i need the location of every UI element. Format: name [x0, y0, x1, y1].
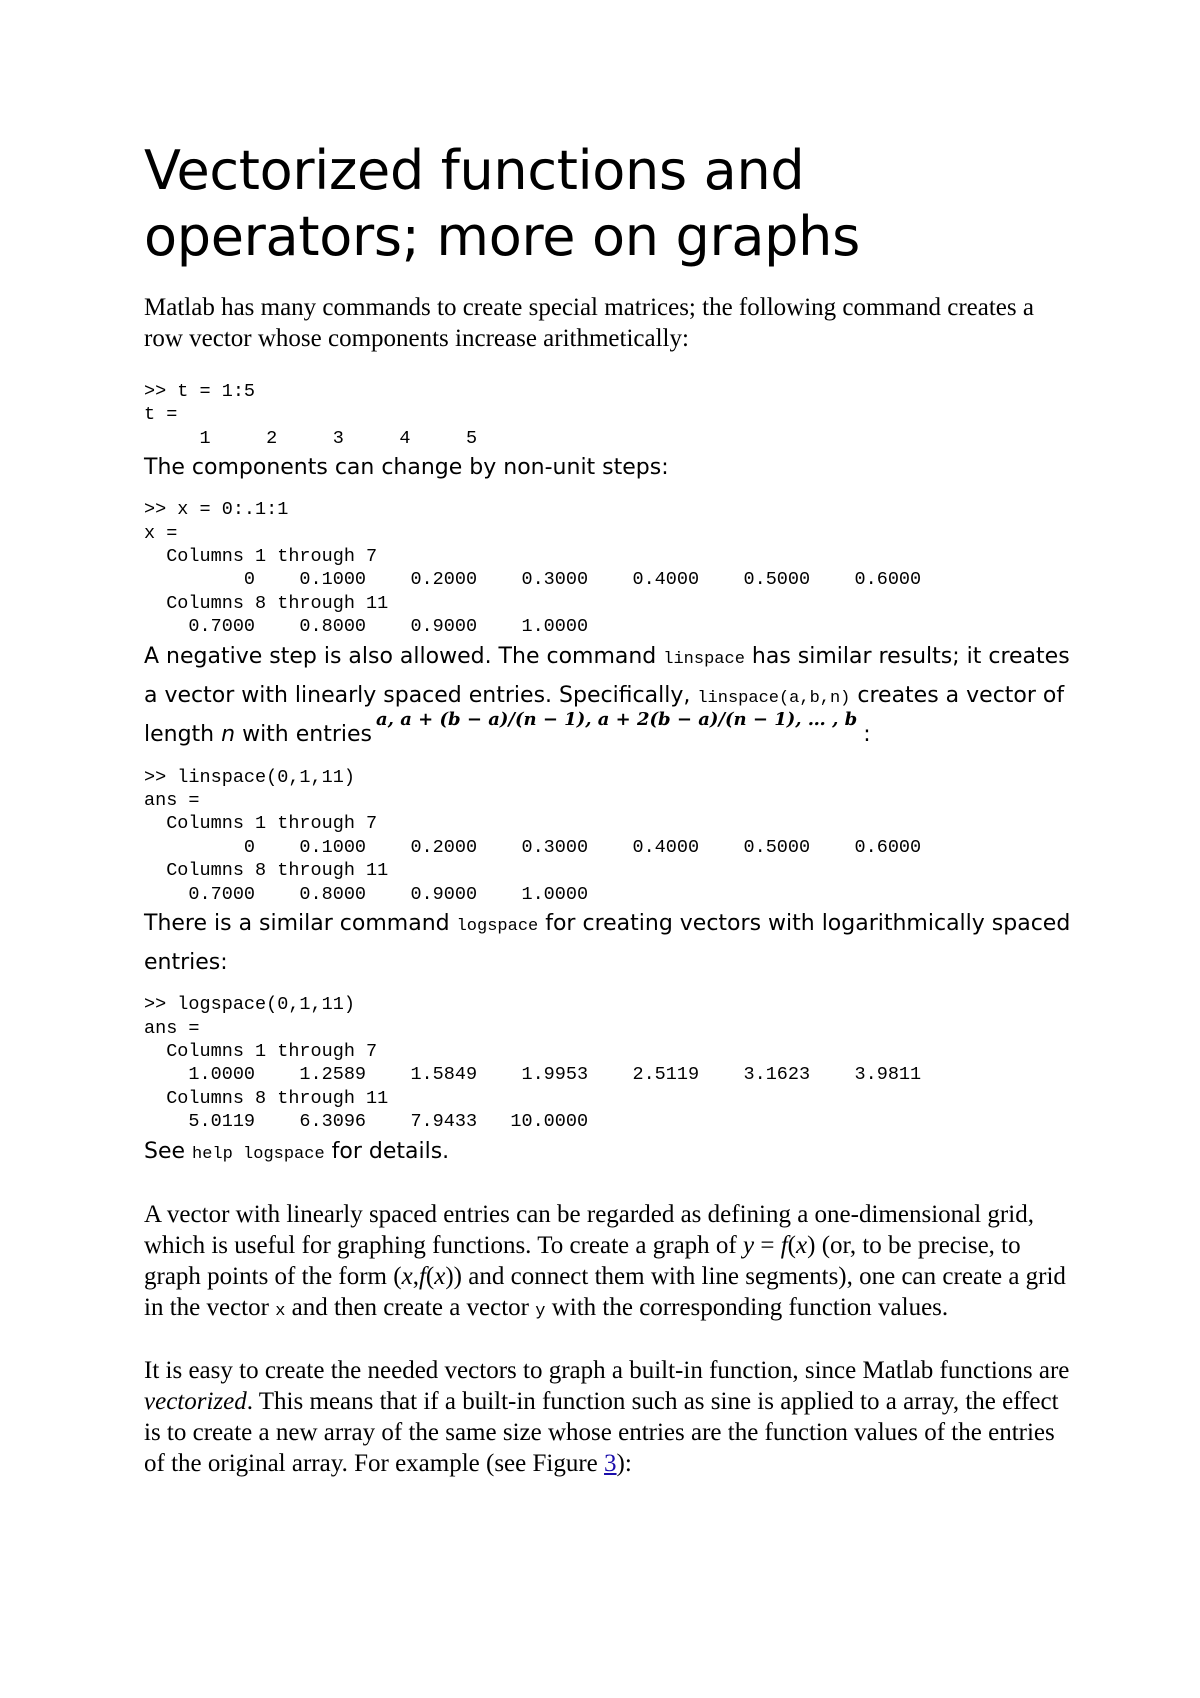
paragraph-intro: Matlab has many commands to create special matrices; the following command creates a row vector whose components increase arithmetically:: [144, 294, 1034, 352]
text: :: [863, 721, 871, 747]
code-block-linspace: >> linspace(0,1,11) ans = Columns 1 through 7 0 0.1000 0.2000 0.3000 0.4000 0.5000 0.6000 Columns 8 through 11 0.7000 0.8000 0.9000 1.0000: [144, 766, 922, 905]
text: has similar results; it creates a vector with linearly spaced entries. Specifically,: [144, 643, 1070, 708]
inline-code-y: y: [535, 1301, 546, 1321]
text: It is easy to create the needed vectors to graph a built-in function, since Matlab functions are: [144, 1356, 1070, 1384]
text: =: [754, 1231, 781, 1259]
document-page: [144, 138, 1074, 1479]
text: for creating vectors with logarithmically spaced entries:: [144, 911, 1071, 976]
text: with the corresponding function values.: [545, 1293, 949, 1321]
text: and connect them with line segments), one can create a grid in the vector: [144, 1262, 1066, 1321]
text: for details.: [324, 1138, 450, 1164]
text: See: [144, 1138, 193, 1164]
math-var-x: x: [401, 1262, 413, 1290]
code-block-step: >> x = 0:.1:1 x = Columns 1 through 7 0 0.1000 0.2000 0.3000 0.4000 0.5000 0.6000 Columns 8 through 11 0.7000 0.8000 0.9000 1.0000: [144, 499, 922, 638]
paragraph-vectorized: [144, 1355, 1074, 1479]
inline-code-x: x: [275, 1301, 286, 1321]
text: (: [787, 1231, 796, 1259]
text: (or, to be precise, to graph points of the form (: [144, 1231, 1021, 1290]
text: (: [425, 1262, 435, 1290]
text: ,: [412, 1262, 419, 1290]
math-var-x: x: [434, 1262, 446, 1290]
text: . This means that if a built-in function such as sine is applied to a array, the effect is to create a new array of the same size whose entries are the function values of the entries of the original array. For example (see Figure: [144, 1387, 1059, 1477]
text: with entries: [235, 721, 372, 747]
text: )): [445, 1262, 462, 1290]
text: and then create a vector: [285, 1293, 536, 1321]
inline-code-help: help logspace: [192, 1144, 325, 1164]
inline-code-linspace: linspace: [663, 649, 745, 669]
math-var-f: f: [418, 1262, 426, 1290]
paragraph-grid: [144, 1199, 1074, 1327]
code-block-logspace: >> logspace(0,1,11) ans = Columns 1 through 7 1.0000 1.2589 1.5849 1.9953 2.5119 3.1623 3.9811 Columns 8 through 11 5.0119 6.3096 7.9433 10.0000: [144, 994, 922, 1133]
math-var-x: x: [796, 1231, 808, 1259]
figure-link[interactable]: 3: [604, 1449, 617, 1477]
text: ): [807, 1231, 816, 1259]
paragraph-linspace: [144, 639, 1074, 754]
emphasis-vectorized: vectorized: [144, 1387, 247, 1415]
text: A negative step is also allowed. The command: [144, 643, 664, 669]
math-var-y: y: [743, 1231, 755, 1259]
math-var-n: n: [221, 721, 236, 747]
code-block-colon: >> t = 1:5 t = 1 2 3 4 5: [144, 381, 478, 449]
text: ):: [616, 1449, 632, 1477]
inline-code-logspace: logspace: [456, 917, 539, 937]
text: There is a similar command: [144, 911, 457, 937]
page-title: Vectorized functions and operators; more on graphs: [144, 139, 860, 268]
paragraph-see-help: [144, 1134, 1074, 1173]
text: A vector with linearly spaced entries can be regarded as defining a one-dimensional grid, which is useful for graphing functions. To create a graph of: [144, 1200, 1034, 1259]
paragraph-steps: The components can change by non-unit steps:: [144, 455, 669, 481]
math-var-f: f: [780, 1231, 788, 1259]
math-formula: a, a + (b − a)/(n − 1), a + 2(b − a)/(n − 1), … , b: [376, 708, 858, 730]
inline-code-linspace-args: linspace(a,b,n): [697, 688, 851, 708]
paragraph-logspace: [144, 906, 1074, 981]
text: creates a vector of length: [144, 682, 1065, 747]
